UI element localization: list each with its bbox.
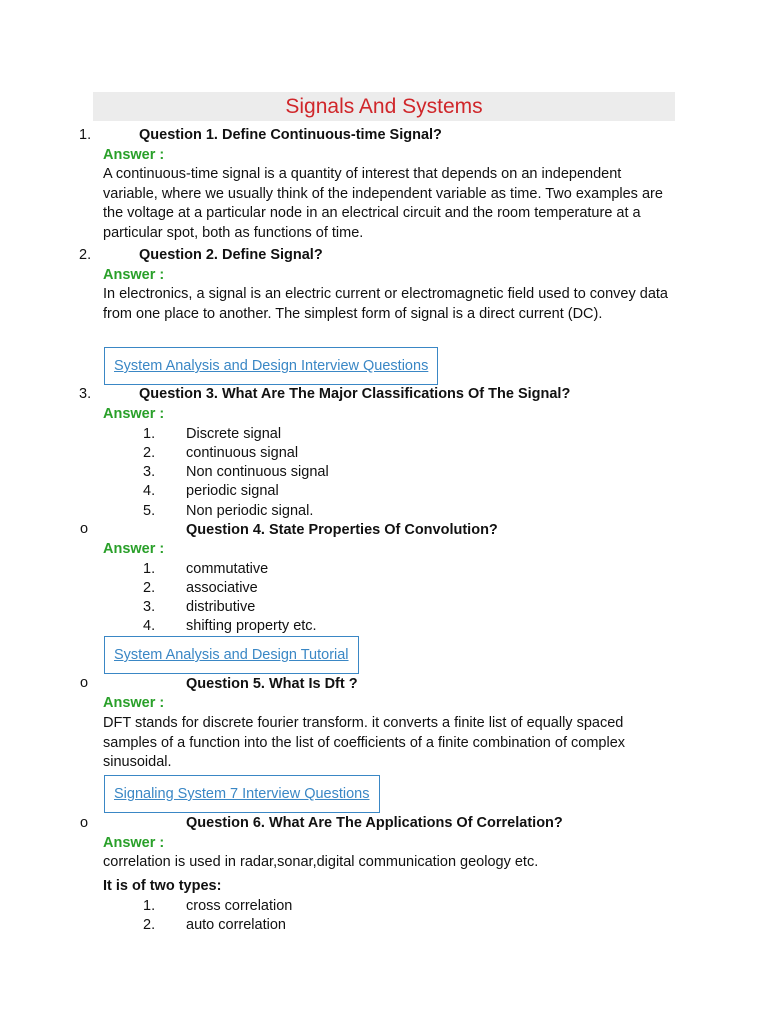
question-1-heading: Question 1. Define Continuous-time Signal? xyxy=(139,127,442,143)
title-banner xyxy=(93,92,675,121)
question-5-heading: Question 5. What Is Dft ? xyxy=(186,676,358,692)
related-link-box xyxy=(104,636,359,674)
answer-1-text: A continuous-time signal is a quantity of interest that depends on an independent variable, where we usually think of the independent variable as time. Two examples are the voltage at a particular node in an electrical circuit and the room temperature at a particular spot, both as functions of time. xyxy=(103,166,663,241)
question-2-heading: Question 2. Define Signal? xyxy=(139,247,323,263)
list-item: cross correlation xyxy=(186,898,293,914)
question-4-heading: Question 4. State Properties Of Convolution? xyxy=(186,522,498,538)
answer-label: Answer : xyxy=(103,695,165,711)
list-item: continuous signal xyxy=(186,445,299,461)
list-number: 1. xyxy=(143,898,156,914)
answer-label: Answer : xyxy=(103,835,165,851)
list-item: commutative xyxy=(186,561,269,577)
related-link-box xyxy=(104,347,438,385)
page-title: Signals And Systems xyxy=(285,95,483,118)
answer-2-text: In electronics, a signal is an electric current or electromagnetic field used to convey data from one place to another. The simplest form of signal is a direct current (DC). xyxy=(103,286,668,322)
question-3-heading: Question 3. What Are The Major Classifications Of The Signal? xyxy=(139,386,571,402)
list-marker: 1. xyxy=(79,127,92,143)
list-item: Non continuous signal xyxy=(186,464,329,480)
answer-6-text: correlation is used in radar,sonar,digital communication geology etc. xyxy=(103,854,539,870)
list-marker: 3. xyxy=(79,386,92,402)
answer-label: Answer : xyxy=(103,541,165,557)
list-item: Discrete signal xyxy=(186,426,282,442)
list-number: 2. xyxy=(143,445,156,461)
list-marker: 2. xyxy=(79,247,92,263)
list-number: 3. xyxy=(143,599,156,615)
bullet-marker: o xyxy=(80,521,89,537)
signaling-system-7-link[interactable]: Signaling System 7 Interview Questions xyxy=(114,786,370,802)
list-item: Non periodic signal. xyxy=(186,503,314,519)
list-item: distributive xyxy=(186,599,256,615)
list-number: 2. xyxy=(143,580,156,596)
list-number: 2. xyxy=(143,917,156,933)
list-number: 5. xyxy=(143,503,156,519)
system-analysis-tutorial-link[interactable]: System Analysis and Design Tutorial xyxy=(114,647,349,663)
list-item: periodic signal xyxy=(186,483,279,499)
answer-label: Answer : xyxy=(103,147,165,163)
answer-5-text: DFT stands for discrete fourier transform. it converts a finite list of equally spaced samples of a function into the list of coefficients of a finite combination of complex sinusoidal. xyxy=(103,715,626,770)
bullet-marker: o xyxy=(80,675,89,691)
list-item: associative xyxy=(186,580,258,596)
list-number: 1. xyxy=(143,561,156,577)
list-item: auto correlation xyxy=(186,917,286,933)
list-number: 3. xyxy=(143,464,156,480)
list-number: 4. xyxy=(143,483,156,499)
question-6-heading: Question 6. What Are The Applications Of Correlation? xyxy=(186,815,563,831)
list-item: shifting property etc. xyxy=(186,618,317,634)
types-heading: It is of two types: xyxy=(103,878,222,894)
list-number: 4. xyxy=(143,618,156,634)
answer-label: Answer : xyxy=(103,406,165,422)
list-number: 1. xyxy=(143,426,156,442)
answer-label: Answer : xyxy=(103,267,165,283)
bullet-marker: o xyxy=(80,815,89,831)
related-link-box xyxy=(104,775,380,813)
system-analysis-interview-link[interactable]: System Analysis and Design Interview Questions xyxy=(114,358,429,374)
